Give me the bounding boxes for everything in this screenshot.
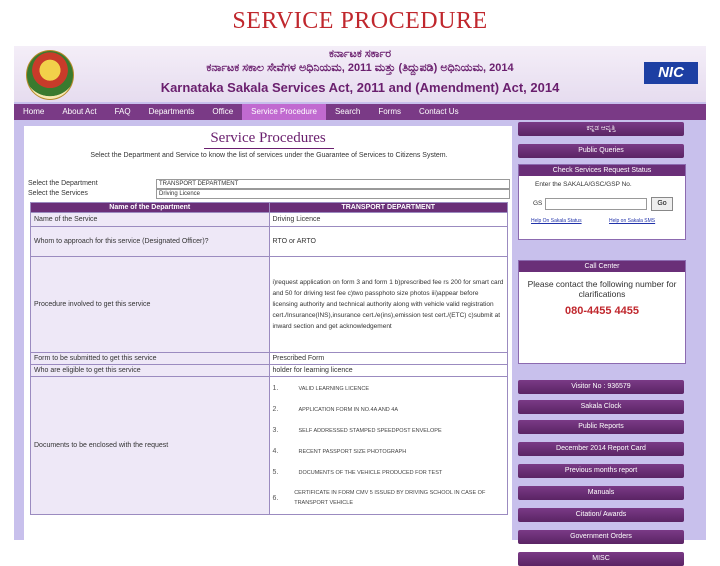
row-label: Name of the Service bbox=[31, 213, 270, 227]
department-select[interactable]: TRANSPORT DEPARTMENT bbox=[156, 179, 510, 189]
browser-screenshot bbox=[14, 46, 706, 562]
nav-office[interactable]: Office bbox=[212, 107, 234, 116]
table-row bbox=[31, 213, 508, 227]
help-sms-link[interactable]: Help on Sakala SMS bbox=[609, 218, 656, 224]
status-number-input[interactable] bbox=[545, 198, 647, 210]
call-center-panel bbox=[518, 260, 686, 364]
public-reports-button[interactable]: Public Reports bbox=[518, 420, 684, 434]
title-underline bbox=[204, 148, 334, 149]
header-cell-1: Name of the Department bbox=[31, 203, 270, 213]
row-label: Procedure involved to get this service bbox=[31, 257, 270, 353]
citation-awards-button[interactable]: Citation/ Awards bbox=[518, 508, 684, 522]
service-details-table bbox=[30, 202, 508, 515]
help-status-link[interactable]: Help On Sakala Status bbox=[531, 218, 582, 224]
misc-button[interactable]: MISC bbox=[518, 552, 684, 566]
row-label: Who are eligible to get this service bbox=[31, 365, 270, 377]
row-label: Documents to be enclosed with the request bbox=[31, 377, 270, 515]
row-value: RTO or ARTO bbox=[269, 227, 508, 257]
nav-service-procedure[interactable]: Service Procedure bbox=[242, 104, 326, 120]
list-item: 6. CERTIFICATE IN FORM CMV 5 ISSUED BY DRIVING SCHOOL IN CASE OF TRANSPORT VEHICLE bbox=[272, 490, 486, 506]
main-nav bbox=[14, 104, 706, 120]
main-content bbox=[24, 126, 512, 540]
row-value: Driving Licence bbox=[269, 213, 508, 227]
nav-contact-us[interactable]: Contact Us bbox=[419, 107, 459, 116]
slide-title: SERVICE PROCEDURE bbox=[232, 8, 488, 34]
kannada-version-button[interactable]: ಕನ್ನಡ ಆವೃತ್ತಿ bbox=[518, 122, 684, 136]
sakala-clock-button[interactable]: Sakala Clock bbox=[518, 400, 684, 414]
banner-line-1: ಕರ್ನಾಟಕ ಸರ್ಕಾರ bbox=[328, 48, 392, 60]
government-orders-button[interactable]: Government Orders bbox=[518, 530, 684, 544]
site-banner bbox=[14, 46, 706, 102]
status-check-panel bbox=[518, 164, 686, 240]
nav-home[interactable]: Home bbox=[23, 107, 45, 116]
banner-line-3: Karnataka Sakala Services Act, 2011 and (Amendment) Act, 2014 bbox=[160, 80, 560, 95]
table-row bbox=[31, 365, 508, 377]
table-row bbox=[31, 257, 508, 353]
table-row bbox=[31, 353, 508, 365]
service-select[interactable]: Driving Licence bbox=[156, 189, 510, 199]
row-value: holder for learning licence bbox=[269, 365, 508, 377]
service-label: Select the Services bbox=[28, 190, 88, 197]
page-title: Service Procedures bbox=[210, 130, 326, 146]
row-label: Whom to approach for this service (Designated Officer)? bbox=[31, 227, 270, 257]
report-card-button[interactable]: December 2014 Report Card bbox=[518, 442, 684, 456]
list-item: 1. VALID LEARNING LICENCE bbox=[272, 385, 370, 392]
call-center-phone: 080-4455 4455 bbox=[564, 305, 639, 317]
visitor-counter: Visitor No : 936579 bbox=[518, 380, 684, 394]
department-label: Select the Department bbox=[28, 180, 98, 187]
call-center-text: Please contact the following number for clarifications bbox=[527, 279, 677, 299]
row-label: Form to be submitted to get this service bbox=[31, 353, 270, 365]
nav-faq[interactable]: FAQ bbox=[114, 107, 131, 116]
call-center-header: Call Center bbox=[519, 261, 685, 272]
table-row bbox=[31, 227, 508, 257]
status-panel-header: Check Services Request Status bbox=[519, 165, 685, 176]
list-item: 2. APPLICATION FORM IN NO.4A AND 4A bbox=[272, 406, 399, 413]
nav-search[interactable]: Search bbox=[334, 107, 361, 116]
documents-list bbox=[269, 377, 508, 515]
row-value: Prescribed Form bbox=[269, 353, 508, 365]
banner-line-2: ಕರ್ನಾಟಕ ಸಕಾಲ ಸೇವೆಗಳ ಅಧಿನಿಯಮ, 2011 ಮತ್ತು (ತಿದ್ದುಪಡಿ) ಅಧಿನಿಯಮ, 2014 bbox=[206, 62, 514, 74]
nav-forms[interactable]: Forms bbox=[378, 107, 401, 116]
list-item: 3. SELF ADDRESSED STAMPED SPEEDPOST ENVELOPE bbox=[272, 427, 442, 434]
public-queries-button[interactable]: Public Queries bbox=[518, 144, 684, 158]
list-item: 4. RECENT PASSPORT SIZE PHOTOGRAPH bbox=[272, 448, 407, 455]
manuals-button[interactable]: Manuals bbox=[518, 486, 684, 500]
status-label: Enter the SAKALA/GSC/GSP No. bbox=[535, 181, 632, 188]
header-cell-2: TRANSPORT DEPARTMENT bbox=[269, 203, 508, 213]
nav-departments[interactable]: Departments bbox=[148, 107, 195, 116]
page-subtitle: Select the Department and Service to know the list of services under the Guarantee of Services to Citizens System. bbox=[90, 152, 448, 159]
table-header bbox=[31, 203, 508, 213]
list-item: 5. DOCUMENTS OF THE VEHICLE PRODUCED FOR TEST bbox=[272, 469, 443, 476]
go-button[interactable]: Go bbox=[651, 197, 673, 211]
row-value: i)request application on form 3 and form 1 b)prescribed fee rs 200 for smart card and 50 for driving test fee c)two passphoto size photos iii)appear before licensing authority and technical authority along with vehicle valid registration cert./Insurance(INS),insurance cert./e(ins),emission test cert./(ETC) c)submit at inward section and get acknowledgement bbox=[269, 257, 508, 353]
table-row bbox=[31, 377, 508, 515]
status-prefix: GS bbox=[533, 200, 543, 207]
previous-months-report-button[interactable]: Previous months report bbox=[518, 464, 684, 478]
nav-about-act[interactable]: About Act bbox=[62, 107, 97, 116]
nic-logo: NIC bbox=[644, 62, 698, 84]
